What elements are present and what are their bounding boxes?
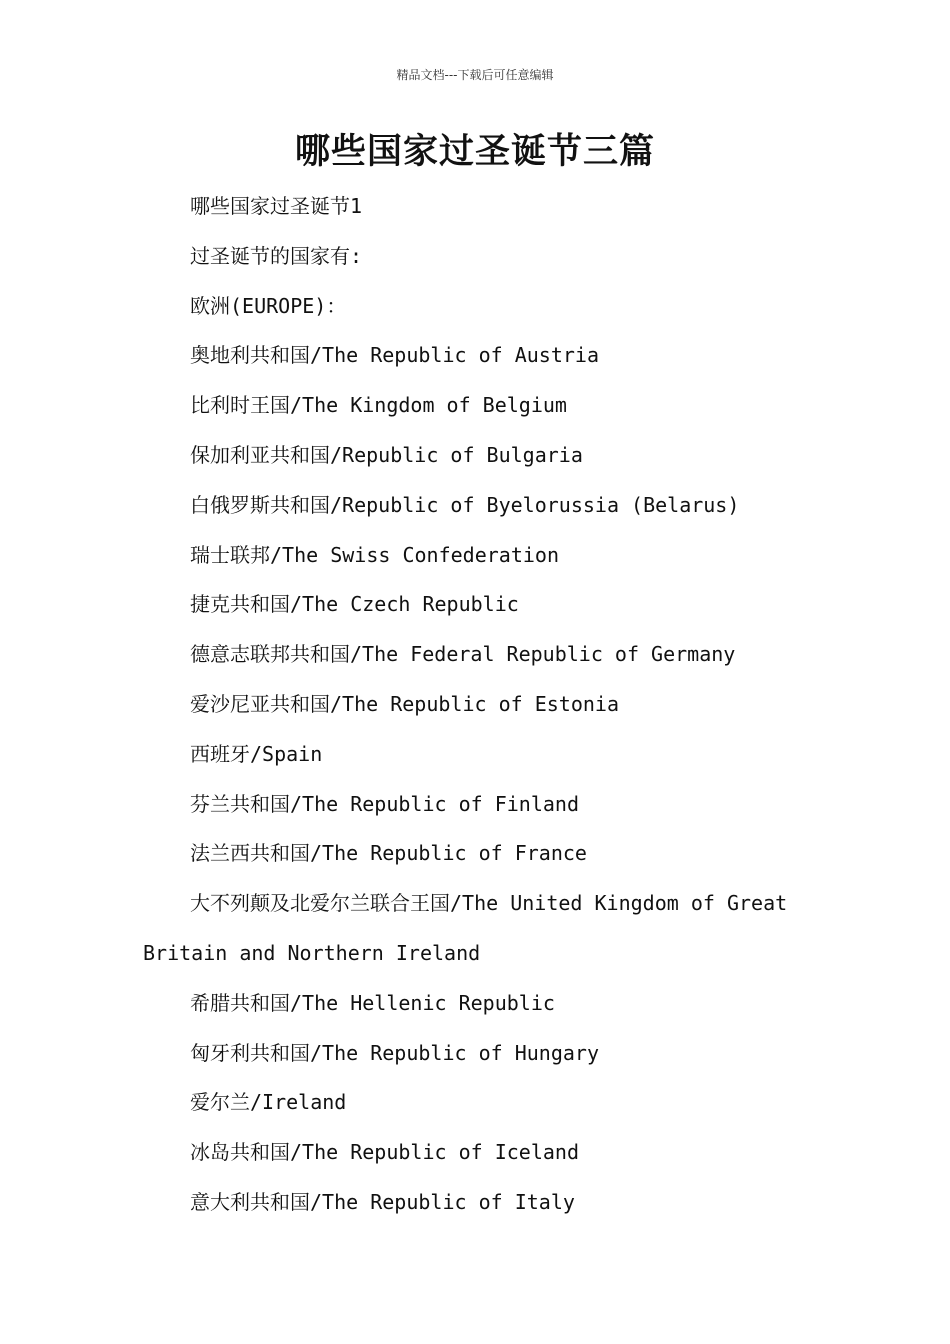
country-item: 德意志联邦共和国/The Federal Republic of Germany [190, 642, 736, 667]
country-item: 捷克共和国/The Czech Republic [190, 592, 519, 617]
country-item: 芬兰共和国/The Republic of Finland [190, 791, 579, 816]
country-item: 比利时王国/The Kingdom of Belgium [190, 393, 567, 418]
country-item: 保加利亚共和国/Republic of Bulgaria [190, 442, 583, 467]
country-item: 大不列颠及北爱尔兰联合王国/The United Kingdom of Great Britain and Northern Ireland [143, 891, 788, 965]
country-item: 希腊共和国/The Hellenic Republic [190, 990, 555, 1015]
document-title: 哪些国家过圣诞节三篇 [294, 132, 655, 172]
country-item: 西班牙/Spain [190, 741, 323, 766]
paragraph: 哪些国家过圣诞节1 [190, 194, 363, 218]
country-item: 瑞士联邦/The Swiss Confederation [190, 542, 559, 567]
country-item: 意大利共和国/The Republic of Italy [190, 1189, 575, 1214]
country-item: 法兰西共和国/The Republic of France [190, 841, 587, 866]
section-heading-europe: 欧洲(EUROPE)： [190, 293, 347, 318]
country-item: 冰岛共和国/The Republic of Iceland [190, 1140, 579, 1165]
country-item: 爱尔兰/Ireland [190, 1090, 347, 1115]
country-item: 匈牙利共和国/The Republic of Hungary [190, 1040, 599, 1065]
country-item: 奥地利共和国/The Republic of Austria [190, 343, 599, 368]
paragraph: 过圣诞节的国家有: [190, 243, 363, 268]
country-item: 爱沙尼亚共和国/The Republic of Estonia [190, 691, 619, 716]
document-body [143, 182, 823, 1228]
header-note: 精品文档---下载后可任意编辑 [396, 68, 554, 82]
country-item: 白俄罗斯共和国/Republic of Byelorussia (Belarus) [190, 492, 740, 517]
